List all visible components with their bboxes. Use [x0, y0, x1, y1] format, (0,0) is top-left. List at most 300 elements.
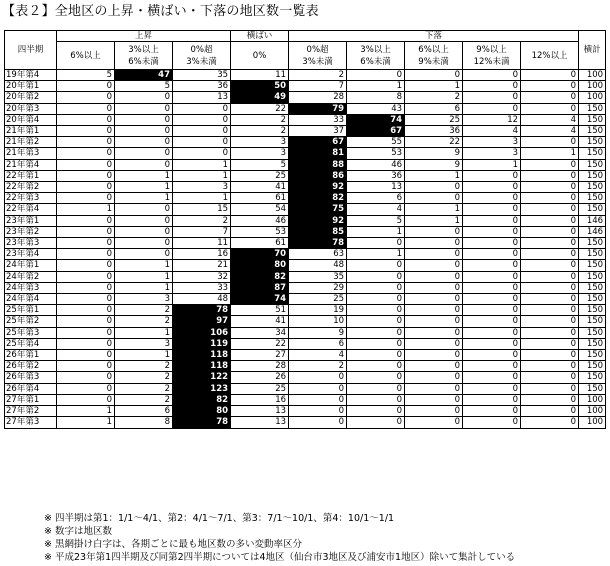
highlighted-count-cell: 74: [347, 114, 405, 125]
count-cell: 0: [57, 282, 115, 293]
count-cell: 6: [347, 193, 405, 204]
quarter-cell: 25年第4: [5, 338, 57, 349]
count-cell: 26: [231, 372, 289, 383]
count-cell: 4: [521, 114, 579, 125]
count-cell: 0: [463, 327, 521, 338]
highlighted-count-cell: 79: [289, 103, 347, 114]
highlighted-count-cell: 92: [289, 182, 347, 193]
count-cell: 22: [231, 103, 289, 114]
total-cell: 150: [579, 114, 606, 125]
count-cell: 0: [347, 238, 405, 249]
quarter-cell: 24年第2: [5, 271, 57, 282]
highlighted-count-cell: 106: [173, 327, 231, 338]
count-cell: 0: [521, 361, 579, 372]
quarter-cell: 25年第1: [5, 305, 57, 316]
highlighted-count-cell: 47: [115, 70, 173, 81]
count-cell: 1: [405, 170, 463, 181]
count-cell: 3: [115, 294, 173, 305]
count-cell: 0: [405, 406, 463, 417]
table-row: [5, 170, 606, 181]
count-cell: 1: [347, 81, 405, 92]
count-cell: 0: [521, 417, 579, 428]
quarter-cell: 20年第4: [5, 114, 57, 125]
total-cell: 150: [579, 159, 606, 170]
count-cell: 0: [405, 249, 463, 260]
count-cell: 3: [173, 182, 231, 193]
count-cell: 0: [405, 226, 463, 237]
header-col: 3%以上 6%未満: [115, 42, 173, 70]
table-row: [5, 182, 606, 193]
total-cell: 150: [579, 383, 606, 394]
total-cell: 150: [579, 170, 606, 181]
quarter-cell: 25年第3: [5, 327, 57, 338]
count-cell: 0: [521, 406, 579, 417]
count-cell: 11: [231, 70, 289, 81]
table-row: [5, 70, 606, 81]
footnotes: [44, 512, 515, 564]
table-row: [5, 226, 606, 237]
count-cell: 0: [347, 406, 405, 417]
count-cell: 0: [57, 383, 115, 394]
count-cell: 0: [405, 338, 463, 349]
count-cell: 0: [521, 338, 579, 349]
count-cell: 3: [463, 148, 521, 159]
count-cell: 4: [347, 204, 405, 215]
count-cell: 4: [463, 126, 521, 137]
total-cell: 150: [579, 204, 606, 215]
total-cell: 150: [579, 193, 606, 204]
table-row: [5, 249, 606, 260]
quarter-cell: 24年第4: [5, 294, 57, 305]
count-cell: 6: [405, 103, 463, 114]
total-cell: 146: [579, 226, 606, 237]
highlighted-count-cell: 87: [231, 282, 289, 293]
count-cell: 7: [289, 81, 347, 92]
count-cell: 1: [115, 350, 173, 361]
count-cell: 25: [231, 170, 289, 181]
highlighted-count-cell: 123: [173, 383, 231, 394]
table-row: [5, 338, 606, 349]
count-cell: 5: [231, 159, 289, 170]
total-cell: 150: [579, 316, 606, 327]
count-cell: 0: [173, 137, 231, 148]
table-row: [5, 204, 606, 215]
count-cell: 0: [57, 103, 115, 114]
count-cell: 3: [463, 137, 521, 148]
count-cell: 8: [115, 417, 173, 428]
count-cell: 0: [347, 316, 405, 327]
count-cell: 27: [231, 350, 289, 361]
count-cell: 1: [115, 260, 173, 271]
count-cell: 41: [231, 316, 289, 327]
header-sub-row: [5, 42, 606, 70]
count-cell: 0: [57, 394, 115, 405]
count-cell: 0: [463, 226, 521, 237]
quarter-cell: 21年第1: [5, 126, 57, 137]
count-cell: 0: [347, 394, 405, 405]
total-cell: 100: [579, 406, 606, 417]
count-cell: 0: [115, 204, 173, 215]
table-body: [5, 70, 606, 429]
quarter-cell: 20年第3: [5, 103, 57, 114]
count-cell: 61: [231, 193, 289, 204]
count-cell: 0: [463, 260, 521, 271]
count-cell: 16: [173, 249, 231, 260]
count-cell: 53: [231, 226, 289, 237]
count-cell: 1: [405, 204, 463, 215]
count-cell: 12: [463, 114, 521, 125]
count-cell: 2: [115, 383, 173, 394]
count-cell: 51: [231, 305, 289, 316]
count-cell: 55: [347, 137, 405, 148]
count-cell: 0: [57, 170, 115, 181]
header-rise: 上昇: [57, 31, 231, 42]
count-cell: 0: [405, 193, 463, 204]
highlighted-count-cell: 85: [289, 226, 347, 237]
table-row: [5, 417, 606, 428]
table-row: [5, 394, 606, 405]
count-cell: 0: [463, 316, 521, 327]
count-cell: 0: [463, 170, 521, 181]
count-cell: 1: [115, 271, 173, 282]
count-cell: 0: [347, 294, 405, 305]
quarter-cell: 21年第4: [5, 159, 57, 170]
count-cell: 0: [347, 361, 405, 372]
highlighted-count-cell: 82: [173, 394, 231, 405]
header-col: 9%以上 12%未満: [463, 42, 521, 70]
count-cell: 0: [57, 226, 115, 237]
count-cell: 63: [289, 249, 347, 260]
count-cell: 1: [173, 159, 231, 170]
header-col: 0%: [231, 42, 289, 70]
header-col: 6%以上: [57, 42, 115, 70]
count-cell: 32: [173, 271, 231, 282]
header-group-row: [5, 31, 606, 42]
count-cell: 2: [115, 372, 173, 383]
count-cell: 2: [289, 70, 347, 81]
count-cell: 0: [57, 260, 115, 271]
count-cell: 0: [405, 271, 463, 282]
count-cell: 0: [289, 372, 347, 383]
count-cell: 4: [289, 350, 347, 361]
count-cell: 0: [347, 282, 405, 293]
total-cell: 150: [579, 126, 606, 137]
quarter-cell: 21年第2: [5, 137, 57, 148]
count-cell: 0: [57, 249, 115, 260]
footnote: ※ 平成23年第1四半期及び同第2四半期については4地区（仙台市3地区及び浦安市1地区）除いて集計している: [44, 552, 516, 563]
count-cell: 0: [463, 92, 521, 103]
count-cell: 0: [173, 148, 231, 159]
count-cell: 2: [231, 126, 289, 137]
count-cell: 0: [347, 271, 405, 282]
total-cell: 150: [579, 148, 606, 159]
highlighted-count-cell: 78: [173, 305, 231, 316]
count-cell: 0: [173, 126, 231, 137]
total-cell: 150: [579, 327, 606, 338]
total-cell: 150: [579, 282, 606, 293]
count-cell: 0: [521, 260, 579, 271]
count-cell: 1: [57, 417, 115, 428]
count-cell: 0: [173, 114, 231, 125]
table-row: [5, 148, 606, 159]
count-cell: 0: [463, 282, 521, 293]
table-row: [5, 126, 606, 137]
header-fall: 下落: [289, 31, 579, 42]
count-cell: 0: [463, 406, 521, 417]
quarter-cell: 23年第2: [5, 226, 57, 237]
quarter-cell: 24年第1: [5, 260, 57, 271]
quarter-cell: 20年第2: [5, 92, 57, 103]
header-col: 0%超 3%未満: [289, 42, 347, 70]
highlighted-count-cell: 75: [289, 204, 347, 215]
count-cell: 28: [289, 92, 347, 103]
count-cell: 0: [57, 137, 115, 148]
page-title: 【表２】全地区の上昇・横ばい・下落の地区数一覧表: [2, 4, 319, 19]
count-cell: 9: [405, 159, 463, 170]
count-cell: 0: [463, 70, 521, 81]
count-cell: 33: [289, 114, 347, 125]
total-cell: 150: [579, 305, 606, 316]
count-cell: 0: [405, 417, 463, 428]
count-cell: 13: [231, 417, 289, 428]
count-cell: 46: [347, 159, 405, 170]
count-cell: 0: [57, 305, 115, 316]
count-cell: 46: [231, 215, 289, 226]
count-cell: 0: [521, 372, 579, 383]
count-cell: 1: [347, 226, 405, 237]
count-cell: 0: [57, 271, 115, 282]
count-cell: 0: [57, 114, 115, 125]
count-cell: 35: [173, 70, 231, 81]
count-cell: 1: [463, 159, 521, 170]
quarter-cell: 27年第2: [5, 406, 57, 417]
count-cell: 0: [405, 383, 463, 394]
count-cell: 0: [463, 271, 521, 282]
total-cell: 100: [579, 70, 606, 81]
total-cell: 150: [579, 137, 606, 148]
count-cell: 61: [231, 238, 289, 249]
count-cell: 0: [463, 372, 521, 383]
count-cell: 21: [173, 260, 231, 271]
count-cell: 0: [115, 92, 173, 103]
count-cell: 37: [289, 126, 347, 137]
count-cell: 0: [115, 159, 173, 170]
count-cell: 16: [231, 394, 289, 405]
quarter-cell: 26年第2: [5, 361, 57, 372]
count-cell: 1: [57, 406, 115, 417]
total-cell: 150: [579, 249, 606, 260]
table-row: [5, 137, 606, 148]
count-cell: 0: [463, 305, 521, 316]
quarter-cell: 22年第1: [5, 170, 57, 181]
table-row: [5, 260, 606, 271]
count-cell: 0: [57, 294, 115, 305]
count-cell: 2: [405, 92, 463, 103]
table-row: [5, 406, 606, 417]
quarter-cell: 22年第4: [5, 204, 57, 215]
count-cell: 29: [289, 282, 347, 293]
count-cell: 0: [521, 249, 579, 260]
quarter-cell: 24年第3: [5, 282, 57, 293]
count-cell: 0: [115, 114, 173, 125]
total-cell: 150: [579, 338, 606, 349]
count-cell: 0: [463, 193, 521, 204]
count-cell: 33: [173, 282, 231, 293]
count-cell: 0: [405, 327, 463, 338]
header-col: 6%以上 9%未満: [405, 42, 463, 70]
quarter-cell: 23年第4: [5, 249, 57, 260]
quarter-cell: 21年第3: [5, 148, 57, 159]
table-row: [5, 103, 606, 114]
count-cell: 41: [231, 182, 289, 193]
count-cell: 0: [463, 361, 521, 372]
count-cell: 6: [289, 338, 347, 349]
count-cell: 1: [347, 249, 405, 260]
total-cell: 150: [579, 103, 606, 114]
total-cell: 150: [579, 294, 606, 305]
count-cell: 0: [57, 327, 115, 338]
count-cell: 54: [231, 204, 289, 215]
count-cell: 0: [347, 383, 405, 394]
footnote: ※ 四半期は第1：1/1～4/1、第2：4/1～7/1、第3：7/1～10/1、第4：10/1～1/1: [44, 513, 395, 524]
table-row: [5, 114, 606, 125]
count-cell: 0: [405, 294, 463, 305]
count-cell: 36: [405, 126, 463, 137]
count-cell: 1: [173, 193, 231, 204]
count-cell: 0: [521, 282, 579, 293]
quarter-cell: 26年第1: [5, 350, 57, 361]
table-row: [5, 282, 606, 293]
count-cell: 43: [347, 103, 405, 114]
quarter-cell: 23年第3: [5, 238, 57, 249]
table-row: [5, 238, 606, 249]
count-cell: 0: [405, 350, 463, 361]
count-cell: 10: [289, 316, 347, 327]
count-cell: 0: [521, 294, 579, 305]
count-cell: 0: [347, 350, 405, 361]
count-cell: 0: [463, 215, 521, 226]
highlighted-count-cell: 78: [289, 238, 347, 249]
count-cell: 9: [289, 327, 347, 338]
count-cell: 11: [173, 238, 231, 249]
highlighted-count-cell: 67: [289, 137, 347, 148]
table-row: [5, 305, 606, 316]
total-cell: 150: [579, 372, 606, 383]
highlighted-count-cell: 78: [173, 417, 231, 428]
count-cell: 0: [521, 159, 579, 170]
count-cell: 0: [57, 92, 115, 103]
count-cell: 0: [347, 338, 405, 349]
count-cell: 0: [289, 406, 347, 417]
header-col: 3%以上 6%未満: [347, 42, 405, 70]
count-cell: 48: [173, 294, 231, 305]
count-cell: 0: [405, 238, 463, 249]
count-cell: 0: [115, 137, 173, 148]
highlighted-count-cell: 86: [289, 170, 347, 181]
count-cell: 0: [289, 383, 347, 394]
count-cell: 0: [115, 103, 173, 114]
highlighted-count-cell: 80: [173, 406, 231, 417]
quarter-cell: 27年第1: [5, 394, 57, 405]
count-cell: 0: [57, 148, 115, 159]
total-cell: 150: [579, 260, 606, 271]
count-cell: 0: [521, 316, 579, 327]
highlighted-count-cell: 80: [231, 260, 289, 271]
count-cell: 0: [521, 327, 579, 338]
count-cell: 0: [57, 81, 115, 92]
count-cell: 0: [115, 126, 173, 137]
count-cell: 0: [347, 260, 405, 271]
count-cell: 0: [347, 327, 405, 338]
quarter-cell: 23年第1: [5, 215, 57, 226]
count-cell: 22: [231, 338, 289, 349]
total-cell: 146: [579, 215, 606, 226]
count-cell: 19: [289, 305, 347, 316]
count-cell: 36: [347, 170, 405, 181]
count-cell: 35: [289, 271, 347, 282]
count-cell: 0: [57, 126, 115, 137]
quarter-cell: 25年第2: [5, 316, 57, 327]
count-cell: 0: [521, 70, 579, 81]
count-cell: 0: [463, 338, 521, 349]
count-cell: 0: [463, 249, 521, 260]
count-cell: 0: [521, 81, 579, 92]
count-cell: 1: [173, 170, 231, 181]
count-cell: 7: [173, 226, 231, 237]
total-cell: 150: [579, 238, 606, 249]
total-cell: 150: [579, 350, 606, 361]
highlighted-count-cell: 97: [173, 316, 231, 327]
count-cell: 0: [405, 372, 463, 383]
count-cell: 1: [405, 81, 463, 92]
count-cell: 1: [405, 215, 463, 226]
count-cell: 25: [231, 383, 289, 394]
count-cell: 1: [521, 148, 579, 159]
quarter-cell: 26年第3: [5, 372, 57, 383]
count-cell: 1: [115, 193, 173, 204]
table-row: [5, 350, 606, 361]
table-row: [5, 215, 606, 226]
count-cell: 0: [57, 182, 115, 193]
highlighted-count-cell: 92: [289, 215, 347, 226]
count-cell: 22: [405, 137, 463, 148]
count-cell: 25: [289, 294, 347, 305]
count-cell: 25: [405, 114, 463, 125]
count-cell: 0: [521, 350, 579, 361]
table-row: [5, 361, 606, 372]
count-cell: 0: [463, 182, 521, 193]
count-cell: 0: [463, 417, 521, 428]
count-cell: 0: [405, 394, 463, 405]
table-row: [5, 383, 606, 394]
count-cell: 0: [115, 226, 173, 237]
highlighted-count-cell: 81: [289, 148, 347, 159]
count-cell: 9: [405, 148, 463, 159]
count-cell: 0: [405, 70, 463, 81]
header-total: 横計: [579, 31, 606, 70]
count-cell: 0: [463, 204, 521, 215]
count-cell: 0: [347, 372, 405, 383]
count-cell: 15: [173, 204, 231, 215]
count-cell: 0: [463, 103, 521, 114]
total-cell: 100: [579, 81, 606, 92]
count-cell: 0: [521, 193, 579, 204]
count-cell: 0: [521, 92, 579, 103]
count-cell: 0: [115, 238, 173, 249]
count-cell: 0: [405, 282, 463, 293]
count-cell: 28: [231, 361, 289, 372]
footnote: ※ 黒網掛け白字は、各期ごとに最も地区数の多い変動率区分: [44, 539, 302, 550]
